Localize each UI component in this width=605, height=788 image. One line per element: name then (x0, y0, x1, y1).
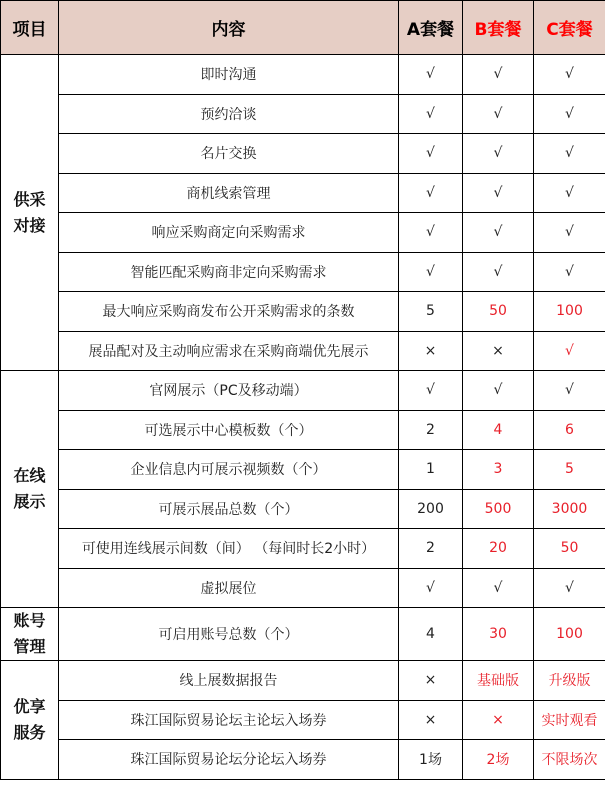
table-row (1, 450, 605, 490)
package-a-cell: × (399, 661, 463, 701)
package-c-cell: √ (534, 173, 605, 213)
table-row (1, 700, 605, 740)
package-b-cell: 2场 (463, 740, 534, 780)
package-c-cell: 50 (534, 529, 605, 569)
group-label-line: 展示 (13, 492, 46, 511)
package-a-cell: √ (399, 55, 463, 95)
package-b-cell: √ (463, 94, 534, 134)
feature-cell: 预约洽谈 (59, 94, 399, 134)
package-c-cell: 不限场次 (534, 740, 605, 780)
package-c-cell: 实时观看 (534, 700, 605, 740)
feature-cell: 商机线索管理 (59, 173, 399, 213)
package-c-cell: √ (534, 371, 605, 411)
table-row (1, 173, 605, 213)
group-label-line: 对接 (13, 215, 46, 235)
group-label (1, 55, 59, 371)
feature-cell: 最大响应采购商发布公开采购需求的条数 (59, 292, 399, 332)
package-c-cell: 升级版 (534, 661, 605, 701)
package-a-cell: × (399, 331, 463, 371)
table-row (1, 529, 605, 569)
feature-cell: 企业信息内可展示视频数（个） (59, 450, 399, 490)
package-b-cell: √ (463, 252, 534, 292)
table-row (1, 94, 605, 134)
table-row (1, 252, 605, 292)
package-b-cell: √ (463, 371, 534, 411)
feature-cell: 智能匹配采购商非定向采购需求 (59, 252, 399, 292)
table-row (1, 489, 605, 529)
table-row (1, 740, 605, 780)
package-b-cell: 20 (463, 529, 534, 569)
group-label-line: 服务 (13, 722, 46, 742)
table-row (1, 568, 605, 608)
package-c-cell: √ (534, 252, 605, 292)
package-b-cell: √ (463, 173, 534, 213)
feature-cell: 响应采购商定向采购需求 (59, 213, 399, 253)
package-c-cell: √ (534, 55, 605, 95)
package-c-cell: √ (534, 94, 605, 134)
package-c-cell: 100 (534, 608, 605, 661)
package-c-cell: √ (534, 568, 605, 608)
package-c-cell: √ (534, 213, 605, 253)
package-a-cell: √ (399, 94, 463, 134)
header-content: 内容 (59, 1, 399, 55)
feature-cell: 珠江国际贸易论坛分论坛入场券 (59, 740, 399, 780)
package-a-cell: √ (399, 213, 463, 253)
feature-cell: 即时沟通 (59, 55, 399, 95)
package-a-cell: 5 (399, 292, 463, 332)
header-package-c: C套餐 (534, 1, 605, 55)
package-a-cell: 2 (399, 410, 463, 450)
feature-cell: 线上展数据报告 (59, 661, 399, 701)
package-a-cell: √ (399, 568, 463, 608)
group-label-line: 优享 (13, 696, 46, 716)
group-label-line: 账号 (13, 611, 46, 630)
package-a-cell: √ (399, 134, 463, 174)
group-label (1, 661, 59, 780)
table-row (1, 371, 605, 411)
group-label (1, 371, 59, 608)
package-a-cell: 4 (399, 608, 463, 661)
package-c-cell: 100 (534, 292, 605, 332)
package-b-cell: 3 (463, 450, 534, 490)
table-row (1, 213, 605, 253)
package-b-cell: √ (463, 213, 534, 253)
package-a-cell: √ (399, 252, 463, 292)
feature-cell: 名片交换 (59, 134, 399, 174)
package-b-cell: √ (463, 134, 534, 174)
package-b-cell: × (463, 331, 534, 371)
group-label-line: 供采 (13, 189, 46, 209)
package-b-cell: 4 (463, 410, 534, 450)
table-row (1, 55, 605, 95)
package-a-cell: 1场 (399, 740, 463, 780)
package-b-cell: 500 (463, 489, 534, 529)
package-c-cell: 6 (534, 410, 605, 450)
package-b-cell: 30 (463, 608, 534, 661)
package-a-cell: √ (399, 173, 463, 213)
group-label-line: 在线 (13, 466, 46, 485)
package-b-cell: √ (463, 568, 534, 608)
table-row (1, 410, 605, 450)
feature-cell: 虚拟展位 (59, 568, 399, 608)
package-a-cell: 1 (399, 450, 463, 490)
feature-cell: 可启用账号总数（个） (59, 608, 399, 661)
package-a-cell: 2 (399, 529, 463, 569)
table-row (1, 331, 605, 371)
feature-cell: 可选展示中心模板数（个） (59, 410, 399, 450)
header-item: 项目 (1, 1, 59, 55)
package-b-cell: × (463, 700, 534, 740)
package-c-cell: √ (534, 134, 605, 174)
package-c-cell: 3000 (534, 489, 605, 529)
table-row (1, 292, 605, 332)
table-row (1, 608, 605, 661)
package-c-cell: 5 (534, 450, 605, 490)
package-c-cell: √ (534, 331, 605, 371)
feature-cell: 可使用连线展示间数（间） （每间时长2小时） (59, 529, 399, 569)
package-a-cell: × (399, 700, 463, 740)
feature-cell: 可展示展品总数（个） (59, 489, 399, 529)
table-row (1, 134, 605, 174)
feature-cell: 官网展示（PC及移动端） (59, 371, 399, 411)
table-body (1, 55, 605, 780)
feature-cell: 珠江国际贸易论坛主论坛入场券 (59, 700, 399, 740)
group-label-line: 管理 (13, 637, 46, 656)
header-row (1, 1, 605, 55)
feature-cell: 展品配对及主动响应需求在采购商端优先展示 (59, 331, 399, 371)
header-package-b: B套餐 (463, 1, 534, 55)
package-b-cell: 基础版 (463, 661, 534, 701)
package-a-cell: 200 (399, 489, 463, 529)
header-package-a: A套餐 (399, 1, 463, 55)
group-label (1, 608, 59, 661)
table-row (1, 661, 605, 701)
package-b-cell: √ (463, 55, 534, 95)
package-b-cell: 50 (463, 292, 534, 332)
package-a-cell: √ (399, 371, 463, 411)
